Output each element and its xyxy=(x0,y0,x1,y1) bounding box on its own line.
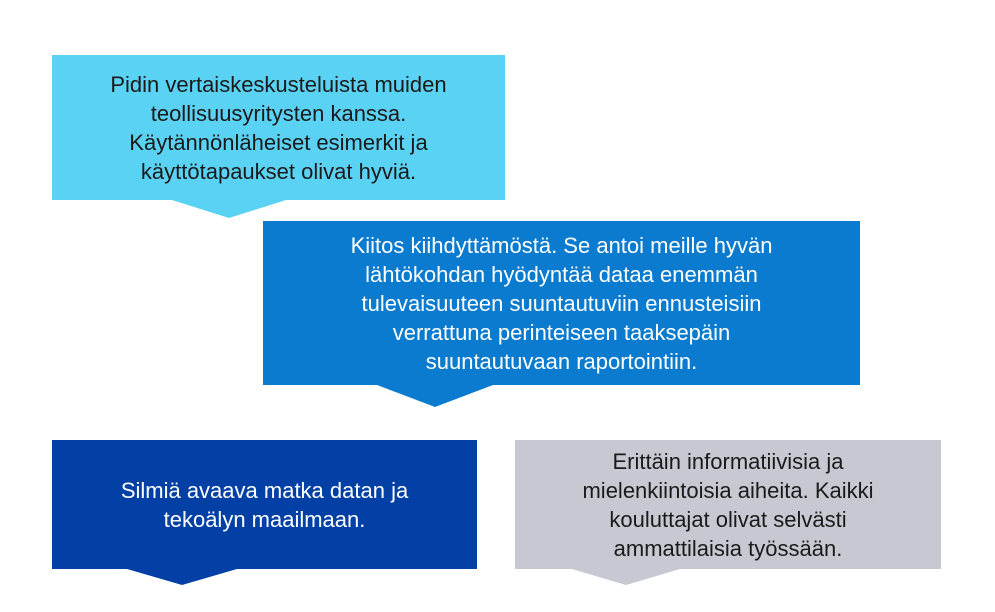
feedback-callout-trainers xyxy=(515,440,941,585)
callout-pointer xyxy=(127,569,237,585)
feedback-callout-accelerator xyxy=(263,221,860,407)
callout-line: käyttötapaukset olivat hyviä. xyxy=(140,158,417,184)
callout-text xyxy=(582,447,873,563)
callout-line: lähtökohdan hyödyntää dataa enemmän xyxy=(365,261,758,287)
callout-line: tulevaisuuteen suuntautuviin ennusteisiin xyxy=(361,290,762,316)
callout-line: Erittäin informatiivisia ja xyxy=(612,448,844,474)
feedback-callout-eye-opening xyxy=(52,440,477,585)
callout-pointer xyxy=(172,200,286,218)
callout-text xyxy=(110,70,446,186)
callout-line: verrattuna perinteiseen taaksepäin xyxy=(392,319,731,345)
callout-pointer xyxy=(377,385,493,407)
callout-line: Käytännönläheiset esimerkit ja xyxy=(129,129,428,155)
callout-line: teollisuusyritysten kanssa. xyxy=(150,100,407,126)
feedback-callout-peer-discussions xyxy=(52,55,505,218)
callout-box xyxy=(52,440,477,569)
callout-line: ammattilaisia työssään. xyxy=(613,535,843,561)
callout-box xyxy=(52,55,505,200)
callout-line: mielenkiintoisia aiheita. Kaikki xyxy=(582,477,874,503)
callout-line: suuntautuvaan raportointiin. xyxy=(425,348,698,374)
callout-box xyxy=(515,440,941,569)
callout-line: Pidin vertaiskeskusteluista muiden xyxy=(110,71,447,97)
callout-text xyxy=(351,231,773,376)
callout-line: Kiitos kiihdyttämöstä. Se antoi meille hyvän xyxy=(350,232,773,258)
callout-pointer xyxy=(572,569,680,585)
callout-text xyxy=(121,476,408,534)
callout-line: tekoälyn maailmaan. xyxy=(163,506,366,532)
callout-line: kouluttajat olivat selvästi xyxy=(609,506,847,532)
callout-line: Silmiä avaava matka datan ja xyxy=(120,477,409,503)
callout-box xyxy=(263,221,860,385)
